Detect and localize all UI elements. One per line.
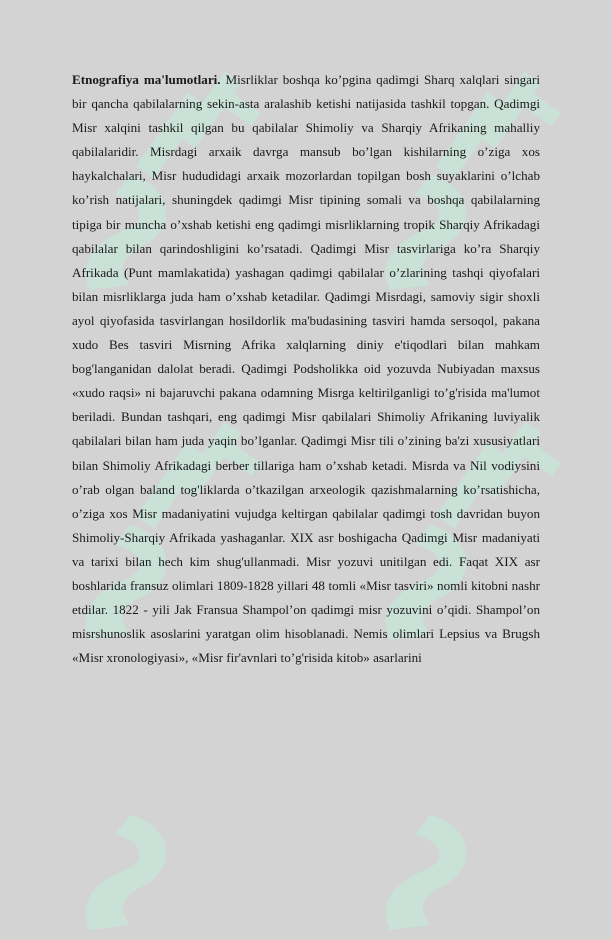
watermark-logo-icon [370, 700, 570, 940]
section-heading: Etnografiya ma'lumotlari. [72, 72, 221, 87]
watermark-logo-icon [70, 700, 270, 940]
paragraph-text: Misrliklar boshqa ko’pgina qadimgi Sharq xalqlari singari bir qancha qabilalarning sekin-asta aralashib ketishi natijasida tashkil topgan. Qadimgi Misr xalqini tashkil qilgan bu qabilalar Shimoliy va Sharqiy Afrikaning mahalliy qabilalaridir. Misrdagi arxaik davrga mansub bo’lgan kishilarning o’ziga xos haykalchalari, Misr hududidagi arxaik mozorlardan topilgan bosh suyaklarini o’lchab ko’rish natijalari, shuningdek qadimgi Misr tipining somali va boshqa qabilalarning tipiga bir muncha o’xshab ketishi eng qadimgi misrliklarning tropik Sharqiy Afrikadagi qabilalar bilan qarindoshligini ko’rsatadi. Qadimgi Misr tasvirlariga ko’ra Sharqiy Afrikada (Punt mamlakatida) yashagan qadimgi qabilalar o’zlarining tashqi qiyofalari bilan misrliklarga juda ham o’xshab ketadilar. Qadimgi Misrdagi, samoviy sigir shoxli ayol qiyofasida tasvirlangan hosildorlik ma'budasining tasviri hamda sersoqol, pakana xudo Bes tasviri Misrning Afrika xalqlarning diniy e'tiqodlari bilan mahkam bog'langanidan dalolat beradi. Qadimgi Podsholikka oid yozuvda Nubiyadan maxsus «xudo raqsi» ni bajaruvchi pakana odamning Misrga keltirilganligi to’g'risida ma'lumot beriladi. Bundan tashqari, eng qadimgi Misr qabilalari Shimoliy Afrikaning luviyalik qabilalari bilan ham juda yaqin bo’lganlar. Qadimgi Misr tili o’zining ba'zi xususiyatlari bilan Shimoliy Afrikadagi berber tillariga ham o’xshab ketadi. Misrda va Nil vodiysini o’rab olgan baland tog'liklarda o’tkazilgan arxeologik qazishmalarning ko’rsatishicha, o’ziga xos Misr madaniyatini vujudga keltirgan qabilalar qadimgi tosh davridan buyon Shimoliy-Sharqiy Afrikada yashaganlar. XIX asr boshigacha Qadimgi Misr madaniyati va tarixi bilan hech kim shug'ullanmadi. Misr yozuvi unitilgan edi. Faqat XIX asr boshlarida fransuz olimlari 1809-1828 yillari 48 tomli «Misr tasviri» nomli kitobni nashr etdilar. 1822 - yili Jak Fransua Shampol’on qadimgi misr yozuvini o’qidi. Shampol’on misrshunoslik asoslarini yaratgan olim hisoblanadi. Nemis olimlari Lepsius va Brugsh «Misr xronologiyasi», «Misr fir'avnlari to’g'risida kitob» asarlarini [72, 72, 540, 666]
body-paragraph [72, 68, 540, 670]
